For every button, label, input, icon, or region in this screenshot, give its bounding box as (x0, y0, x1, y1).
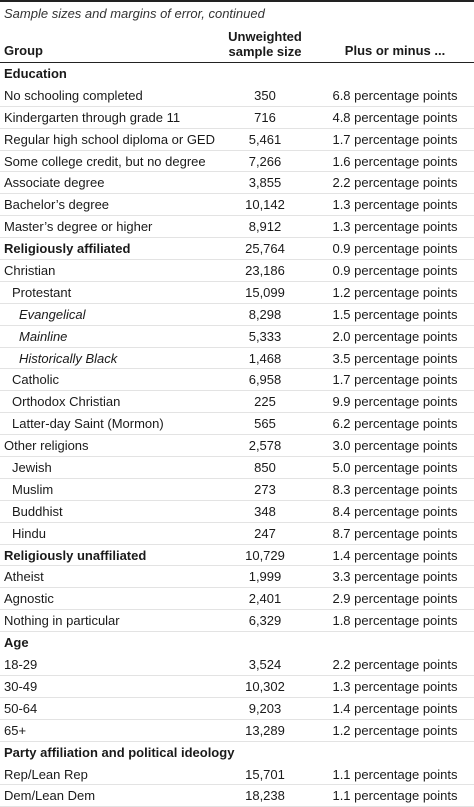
table-row (0, 435, 474, 457)
table-row (0, 479, 474, 501)
row-label: 50-64 (4, 700, 38, 716)
row-sample-size: 348 (254, 503, 276, 519)
row-sample-size: 716 (254, 109, 276, 125)
row-label: Education (4, 66, 67, 81)
row-margin-of-error: 1.7 percentage points (332, 131, 458, 147)
row-label: Latter-day Saint (Mormon) (12, 416, 164, 432)
row-margin-of-error: 1.3 percentage points (332, 197, 458, 213)
row-label: 30-49 (4, 678, 38, 694)
table-row (0, 129, 474, 151)
row-margin-of-error: 1.7 percentage points (332, 372, 458, 388)
row-sample-size: 3,855 (248, 175, 282, 191)
row-sample-size: 350 (254, 87, 276, 103)
row-label: No schooling completed (4, 87, 143, 103)
row-margin-of-error: 3.3 percentage points (332, 569, 458, 585)
row-sample-size: 850 (254, 460, 276, 476)
row-label: Muslim (12, 481, 54, 497)
row-sample-size: 6,958 (248, 372, 282, 388)
table-row (0, 523, 474, 545)
row-sample-size: 2,401 (248, 591, 282, 607)
row-sample-size: 8,298 (248, 306, 282, 322)
table-row (0, 260, 474, 282)
table-row (0, 216, 474, 238)
row-margin-of-error: 5.0 percentage points (332, 460, 458, 476)
row-sample-size: 6,329 (248, 613, 282, 629)
row-label: Bachelor’s degree (4, 197, 110, 213)
row-margin-of-error: 1.4 percentage points (332, 547, 458, 563)
row-sample-size: 225 (254, 394, 276, 410)
row-margin-of-error: 2.9 percentage points (332, 591, 458, 607)
header-sample-size-line2: sample size (228, 44, 302, 59)
table-row (0, 413, 474, 435)
row-margin-of-error: 1.4 percentage points (332, 700, 458, 716)
row-label: Religiously affiliated (4, 241, 131, 257)
table-row (0, 348, 474, 370)
row-sample-size: 18,238 (245, 788, 285, 804)
row-label: Historically Black (19, 350, 118, 366)
table-row (0, 85, 474, 107)
table-row (0, 151, 474, 173)
table-caption: Sample sizes and margins of error, continued (4, 6, 265, 21)
row-margin-of-error: 1.2 percentage points (332, 722, 458, 738)
table-section-row (0, 632, 474, 654)
row-label: 65+ (4, 722, 27, 738)
row-label: Rep/Lean Rep (4, 766, 88, 782)
table-section-row (0, 742, 474, 764)
table-row (0, 785, 474, 807)
table-row (0, 720, 474, 742)
row-label: Mainline (19, 328, 68, 344)
row-margin-of-error: 1.1 percentage points (332, 788, 458, 804)
table-row (0, 764, 474, 786)
row-sample-size: 565 (254, 416, 276, 432)
row-label: Atheist (4, 569, 44, 585)
header-group: Group (4, 43, 43, 58)
row-margin-of-error: 6.2 percentage points (332, 416, 458, 432)
row-sample-size: 25,764 (245, 241, 285, 257)
row-sample-size: 1,999 (248, 569, 282, 585)
row-label: Party affiliation and political ideology (4, 744, 235, 760)
row-margin-of-error: 1.2 percentage points (332, 284, 458, 300)
row-label: Regular high school diploma or GED (4, 131, 215, 147)
table-row (0, 172, 474, 194)
row-label: 18-29 (4, 657, 38, 673)
row-sample-size: 273 (254, 481, 276, 497)
row-label: Hindu (12, 525, 46, 541)
row-margin-of-error: 1.1 percentage points (332, 766, 458, 782)
row-sample-size: 15,701 (245, 766, 285, 782)
row-margin-of-error: 1.3 percentage points (332, 678, 458, 694)
table-section-row (0, 238, 474, 260)
row-margin-of-error: 8.4 percentage points (332, 503, 458, 519)
row-margin-of-error: 3.5 percentage points (332, 350, 458, 366)
row-margin-of-error: 0.9 percentage points (332, 241, 458, 257)
row-sample-size: 13,289 (245, 722, 285, 738)
row-sample-size: 5,333 (248, 328, 282, 344)
table-row (0, 501, 474, 523)
table-row (0, 698, 474, 720)
row-margin-of-error: 9.9 percentage points (332, 394, 458, 410)
header-margin-of-error: Plus or minus ... (344, 43, 446, 58)
row-label: Religiously unaffiliated (4, 547, 147, 563)
row-sample-size: 10,302 (245, 678, 285, 694)
table-row (0, 676, 474, 698)
row-label: Buddhist (12, 503, 63, 519)
row-label: Jewish (12, 460, 52, 476)
row-label: Evangelical (19, 306, 86, 322)
row-margin-of-error: 4.8 percentage points (332, 109, 458, 125)
table-row (0, 326, 474, 348)
row-margin-of-error: 2.0 percentage points (332, 328, 458, 344)
row-sample-size: 2,578 (248, 438, 282, 454)
table-row (0, 369, 474, 391)
row-label: Age (4, 635, 29, 651)
row-sample-size: 8,912 (248, 219, 282, 235)
table-row (0, 304, 474, 326)
row-sample-size: 9,203 (248, 700, 282, 716)
row-sample-size: 5,461 (248, 131, 282, 147)
table-row (0, 194, 474, 216)
table-row (0, 566, 474, 588)
row-label: Kindergarten through grade 11 (4, 109, 181, 125)
row-sample-size: 247 (254, 525, 276, 541)
row-label: Orthodox Christian (12, 394, 121, 410)
table-section-row (0, 63, 474, 85)
row-margin-of-error: 1.8 percentage points (332, 613, 458, 629)
row-margin-of-error: 0.9 percentage points (332, 263, 458, 279)
row-label: Agnostic (4, 591, 54, 607)
header-sample-size-line1: Unweighted (228, 29, 302, 44)
row-margin-of-error: 2.2 percentage points (332, 657, 458, 673)
table-row (0, 107, 474, 129)
row-sample-size: 15,099 (245, 284, 285, 300)
row-margin-of-error: 3.0 percentage points (332, 438, 458, 454)
row-label: Protestant (12, 284, 72, 300)
row-margin-of-error: 8.3 percentage points (332, 481, 458, 497)
row-margin-of-error: 1.3 percentage points (332, 219, 458, 235)
row-margin-of-error: 1.6 percentage points (332, 153, 458, 169)
row-sample-size: 3,524 (248, 657, 282, 673)
table-section-row (0, 545, 474, 567)
row-label: Dem/Lean Dem (4, 788, 96, 804)
sample-size-table (0, 63, 474, 807)
row-label: Other religions (4, 438, 89, 454)
row-label: Some college credit, but no degree (4, 153, 206, 169)
table-row (0, 588, 474, 610)
row-sample-size: 7,266 (248, 153, 282, 169)
row-margin-of-error: 2.2 percentage points (332, 175, 458, 191)
table-row (0, 457, 474, 479)
table-row (0, 654, 474, 676)
table-row (0, 282, 474, 304)
row-sample-size: 10,729 (245, 547, 285, 563)
row-label: Master’s degree or higher (4, 219, 153, 235)
table-row (0, 610, 474, 632)
row-label: Nothing in particular (4, 613, 120, 629)
row-label: Christian (4, 263, 56, 279)
row-sample-size: 1,468 (248, 350, 282, 366)
row-margin-of-error: 6.8 percentage points (332, 87, 458, 103)
top-rule (0, 0, 474, 2)
table-row (0, 391, 474, 413)
row-label: Catholic (12, 372, 59, 388)
row-sample-size: 10,142 (245, 197, 285, 213)
row-margin-of-error: 8.7 percentage points (332, 525, 458, 541)
header-sample-size (215, 29, 315, 59)
row-margin-of-error: 1.5 percentage points (332, 306, 458, 322)
row-sample-size: 23,186 (245, 263, 285, 279)
row-label: Associate degree (4, 175, 105, 191)
